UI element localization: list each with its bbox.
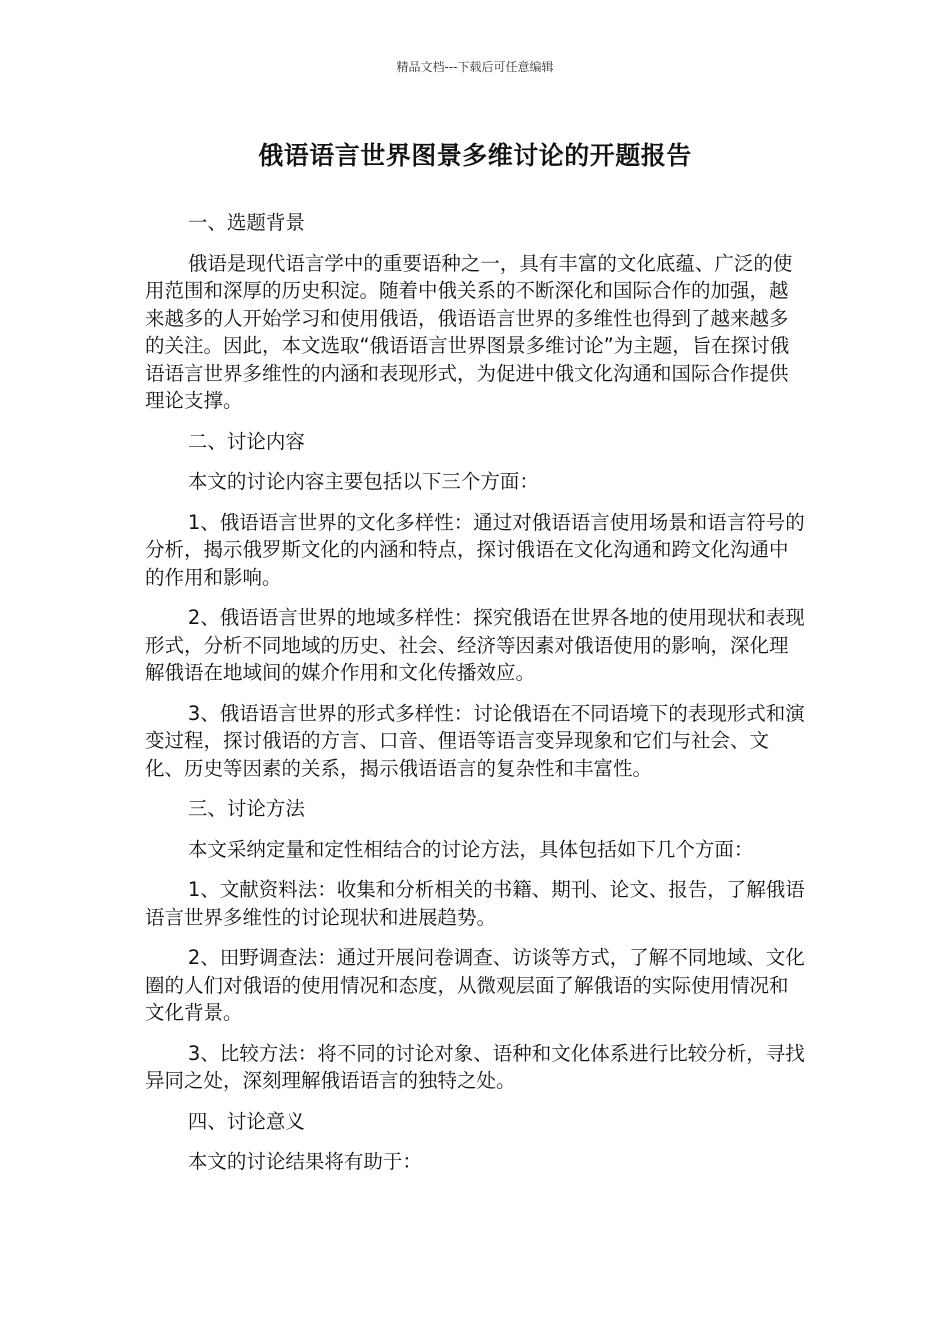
paragraph-content-item-3: 3、俄语语言世界的形式多样性：讨论俄语在不同语境下的表现形式和演变过程，探讨俄语的方言、口音、俚语等语言变异现象和它们与社会、文化、历史等因素的关系，揭示俄语语言的复杂性和丰富性。 (145, 701, 805, 780)
paragraph-methods-item-3: 3、比较方法：将不同的讨论对象、语种和文化体系进行比较分析，寻找异同之处，深刻理解俄语语言的独特之处。 (145, 1041, 805, 1092)
paragraph-methods-item-2: 2、田野调查法：通过开展问卷调查、访谈等方式，了解不同地域、文化圈的人们对俄语的使用情况和态度，从微观层面了解俄语的实际使用情况和文化背景。 (145, 946, 805, 1024)
section-heading-content: 二、讨论内容 (187, 429, 305, 453)
paragraph-methods-intro: 本文采纳定量和定性相结合的讨论方法，具体包括如下几个方面： (187, 837, 754, 861)
paragraph-methods-item-1: 1、文献资料法：收集和分析相关的书籍、期刊、论文、报告，了解俄语语言世界多维性的讨论现状和进展趋势。 (145, 878, 805, 929)
document-body (145, 209, 805, 1189)
document-title: 俄语语言世界图景多维讨论的开题报告 (258, 141, 692, 170)
section-heading-background: 一、选题背景 (187, 211, 305, 234)
paragraph-content-item-1: 1、俄语语言世界的文化多样性：通过对俄语语言使用场景和语言符号的分析，揭示俄罗斯文化的内涵和特点，探讨俄语在文化沟通和跨文化沟通中的作用和影响。 (145, 510, 805, 589)
section-heading-significance: 四、讨论意义 (187, 1109, 305, 1133)
paragraph-significance-intro: 本文的讨论结果将有助于： (187, 1150, 422, 1173)
section-heading-methods: 三、讨论方法 (187, 797, 305, 820)
header-note: 精品文档---下载后可任意编辑 (396, 60, 554, 74)
paragraph-content-item-2: 2、俄语语言世界的地域多样性：探究俄语在世界各地的使用现状和表现形式，分析不同地域的历史、社会、经济等因素对俄语使用的影响，深化理解俄语在地域间的媒介作用和文化传播效应。 (145, 606, 805, 684)
paragraph-content-intro: 本文的讨论内容主要包括以下三个方面： (187, 470, 539, 493)
paragraph-background: 俄语是现代语言学中的重要语种之一，具有丰富的文化底蕴、广泛的使用范围和深厚的历史积淀。随着中俄关系的不断深化和国际合作的加强，越来越多的人开始学习和使用俄语，俄语语言世界的多维性也得到了越来越多的关注。因此，本文选取“俄语语言世界图景多维讨论”为主题，旨在探讨俄语语言世界多维性的内涵和表现形式，为促进中俄文化沟通和国际合作提供理论支撑。 (145, 251, 793, 412)
